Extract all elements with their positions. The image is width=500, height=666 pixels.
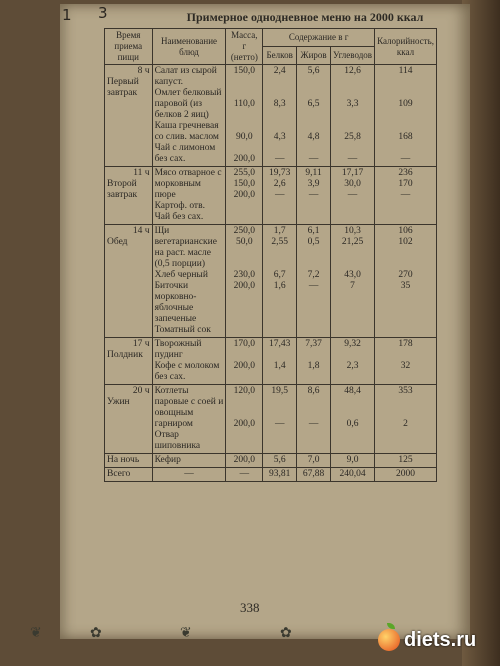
- dishes-cell: Котлеты паровые с соей и овощным гарниром Отвар шиповника: [152, 385, 226, 454]
- table-row: [105, 225, 437, 338]
- protein-cell: 19,5 —: [263, 385, 297, 454]
- meal-time-cell: 14 ч Обед: [105, 225, 153, 338]
- table-row: [105, 385, 437, 454]
- page-number: 338: [240, 600, 260, 615]
- fat-cell: 9,11 3,9 —: [297, 167, 331, 225]
- dishes-cell: Щи вегетарианские на раст. масле (0,5 порции) Хлеб черный Биточки морковно-яблочные запеченые Томатный сок: [152, 225, 226, 338]
- header-name: Наименование блюд: [152, 29, 226, 65]
- menu-table: [104, 28, 437, 482]
- mass-cell: —: [226, 468, 263, 482]
- carbs-cell: 10,3 21,25 43,0 7: [330, 225, 374, 338]
- mass-cell: 250,0 50,0 230,0 200,0: [226, 225, 263, 338]
- plant-sketch-icon: ❦: [180, 625, 192, 641]
- meal-time-cell: 11 ч Второй завтрак: [105, 167, 153, 225]
- fat-cell: 7,0: [297, 454, 331, 468]
- table-row-total: [105, 468, 437, 482]
- fat-cell: 5,6 6,5 4,8 —: [297, 65, 331, 167]
- header-carbs: Углеводов: [330, 47, 374, 65]
- fat-cell: 7,37 1,8: [297, 338, 331, 385]
- protein-cell: 17,43 1,4: [263, 338, 297, 385]
- dishes-cell: Творожный пудинг Кофе с молоком без сах.: [152, 338, 226, 385]
- meal-time-cell: 17 ч Полдник: [105, 338, 153, 385]
- protein-cell: 5,6: [263, 454, 297, 468]
- plant-sketch-icon: ✿: [280, 625, 292, 641]
- handwritten-mark-left: 1: [62, 6, 72, 24]
- meal-time-cell: 8 ч Первый завтрак: [105, 65, 153, 167]
- protein-cell: 1,7 2,55 6,7 1,6: [263, 225, 297, 338]
- carbs-cell: 9,32 2,3: [330, 338, 374, 385]
- fat-cell: 6,1 0,5 7,2 —: [297, 225, 331, 338]
- table-row: [105, 167, 437, 225]
- apple-icon: [378, 629, 400, 651]
- kcal-cell: 353 2: [375, 385, 437, 454]
- plant-sketch-icon: ✿: [90, 625, 102, 641]
- kcal-cell: 106 102 270 35: [375, 225, 437, 338]
- mass-cell: 150,0 110,0 90,0 200,0: [226, 65, 263, 167]
- kcal-cell: 178 32: [375, 338, 437, 385]
- carbs-cell: 9,0: [330, 454, 374, 468]
- meal-time-cell: 20 ч Ужин: [105, 385, 153, 454]
- header-content: Содержание в г: [263, 29, 375, 47]
- page-title: Примерное однодневное меню на 2000 ккал: [186, 10, 424, 24]
- header-fat: Жиров: [297, 47, 331, 65]
- table-row: [105, 65, 437, 167]
- table-row: [105, 454, 437, 468]
- watermark-text: diets.ru: [404, 628, 477, 651]
- carbs-cell: 17,17 30,0 —: [330, 167, 374, 225]
- dishes-cell: —: [152, 468, 226, 482]
- mass-cell: 120,0 200,0: [226, 385, 263, 454]
- plant-sketch-icon: ❦: [30, 625, 42, 641]
- meal-time-cell: На ночь: [105, 454, 153, 468]
- carbs-cell: 240,04: [330, 468, 374, 482]
- protein-cell: 2,4 8,3 4,3 —: [263, 65, 297, 167]
- mass-cell: 255,0 150,0 200,0: [226, 167, 263, 225]
- header-kcal: Калорийность, ккал: [375, 29, 437, 65]
- kcal-cell: 125: [375, 454, 437, 468]
- header-protein: Белков: [263, 47, 297, 65]
- carbs-cell: 12,6 3,3 25,8 —: [330, 65, 374, 167]
- handwritten-mark-right: 3: [98, 4, 108, 22]
- mass-cell: 170,0 200,0: [226, 338, 263, 385]
- watermark-logo: [378, 620, 496, 660]
- mass-cell: 200,0: [226, 454, 263, 468]
- fat-cell: 67,88: [297, 468, 331, 482]
- protein-cell: 93,81: [263, 468, 297, 482]
- header-mass: Масса, г (нетто): [226, 29, 263, 65]
- dishes-cell: Мясо отварное с морковным пюре Картоф. отв. Чай без сах.: [152, 167, 226, 225]
- dishes-cell: Кефир: [152, 454, 226, 468]
- table-row: [105, 338, 437, 385]
- carbs-cell: 48,4 0,6: [330, 385, 374, 454]
- kcal-cell: 2000: [375, 468, 437, 482]
- kcal-cell: 236 170 —: [375, 167, 437, 225]
- fat-cell: 8,6 —: [297, 385, 331, 454]
- kcal-cell: 114 109 168 —: [375, 65, 437, 167]
- dishes-cell: Салат из сырой капуст. Омлет белковый паровой (из белков 2 яиц) Каша гречневая со слив. маслом Чай с лимоном без сах.: [152, 65, 226, 167]
- header-time: Время приема пищи: [105, 29, 153, 65]
- meal-time-cell: Всего: [105, 468, 153, 482]
- protein-cell: 19,73 2,6 —: [263, 167, 297, 225]
